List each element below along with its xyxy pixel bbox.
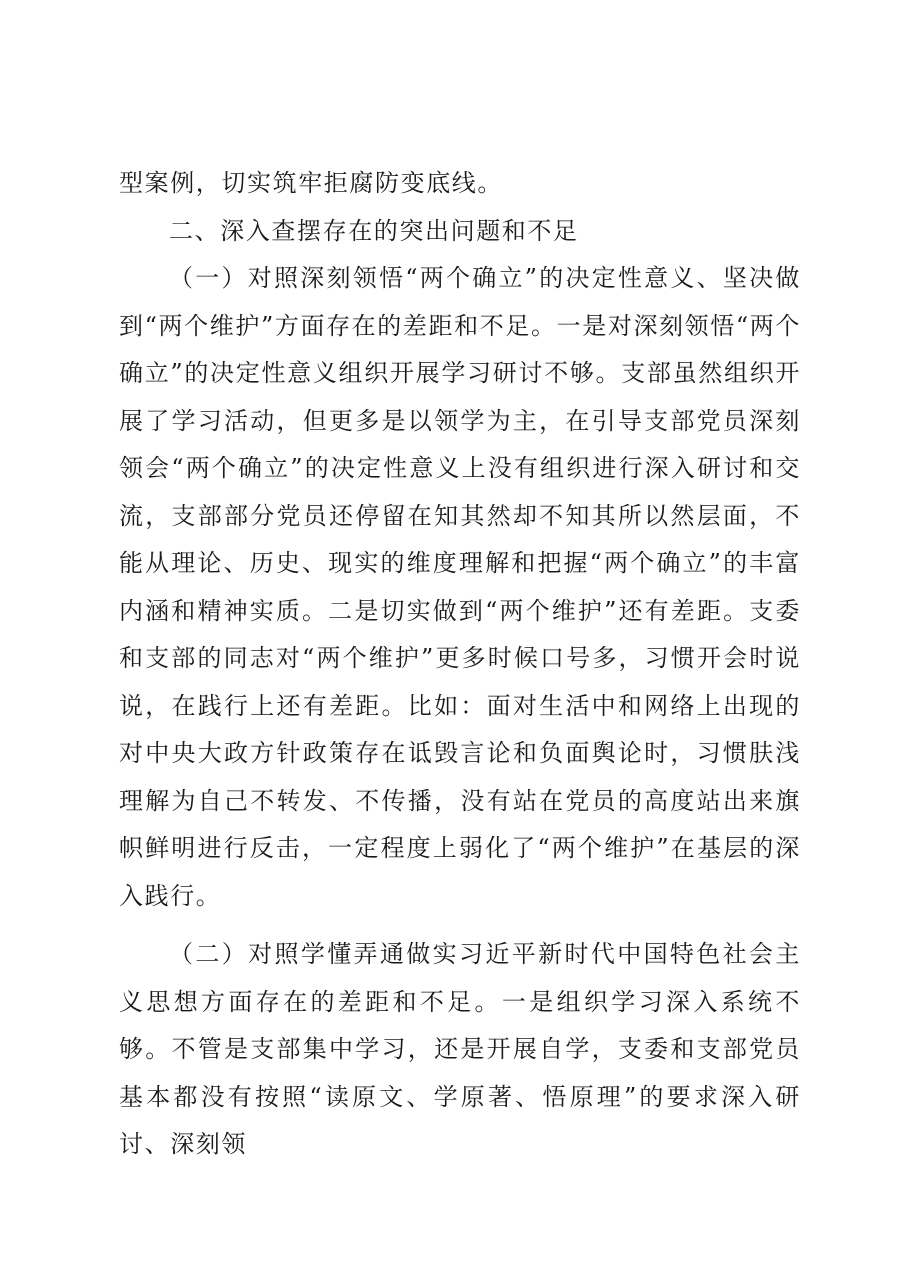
paragraph-2: （二）对照学懂弄通做实习近平新时代中国特色社会主义思想方面存在的差距和不足。一是组织学习深入系统不够。不管是支部集中学习，还是开展自学，支委和支部党员基本都没有按照“读原文、学原著、悟原理”的要求深入研讨、深刻领: [119, 940, 801, 1158]
paragraph-1: （一）对照深刻领悟“两个确立”的决定性意义、坚决做到“两个维护”方面存在的差距和不足。一是对深刻领悟“两个确立”的决定性意义组织开展学习研讨不够。支部虽然组织开展了学习活动，但更多是以领学为主，在引导支部党员深刻领会“两个确立”的决定性意义上没有组织进行深入研讨和交流，支部部分党员还停留在知其然却不知其所以然层面，不能从理论、历史、现实的维度理解和把握“两个确立”的丰富内涵和精神实质。二是切实做到“两个维护”还有差距。支委和支部的同志对“两个维护”更多时候口号多，习惯开会时说说，在践行上还有差距。比如：面对生活中和网络上出现的对中央大政方针政策存在诋毁言论和负面舆论时，习惯肤浅理解为自己不转发、不传播，没有站在党员的高度站出来旗帜鲜明进行反击，一定程度上弱化了“两个维护”在基层的深入践行。: [119, 264, 801, 910]
document-body: [119, 160, 801, 1169]
paragraph-spacer: [119, 920, 801, 931]
continuation-line: 型案例，切实筑牢拒腐防变底线。: [119, 169, 503, 197]
section-heading: 二、深入查摆存在的突出问题和不足: [169, 216, 579, 245]
